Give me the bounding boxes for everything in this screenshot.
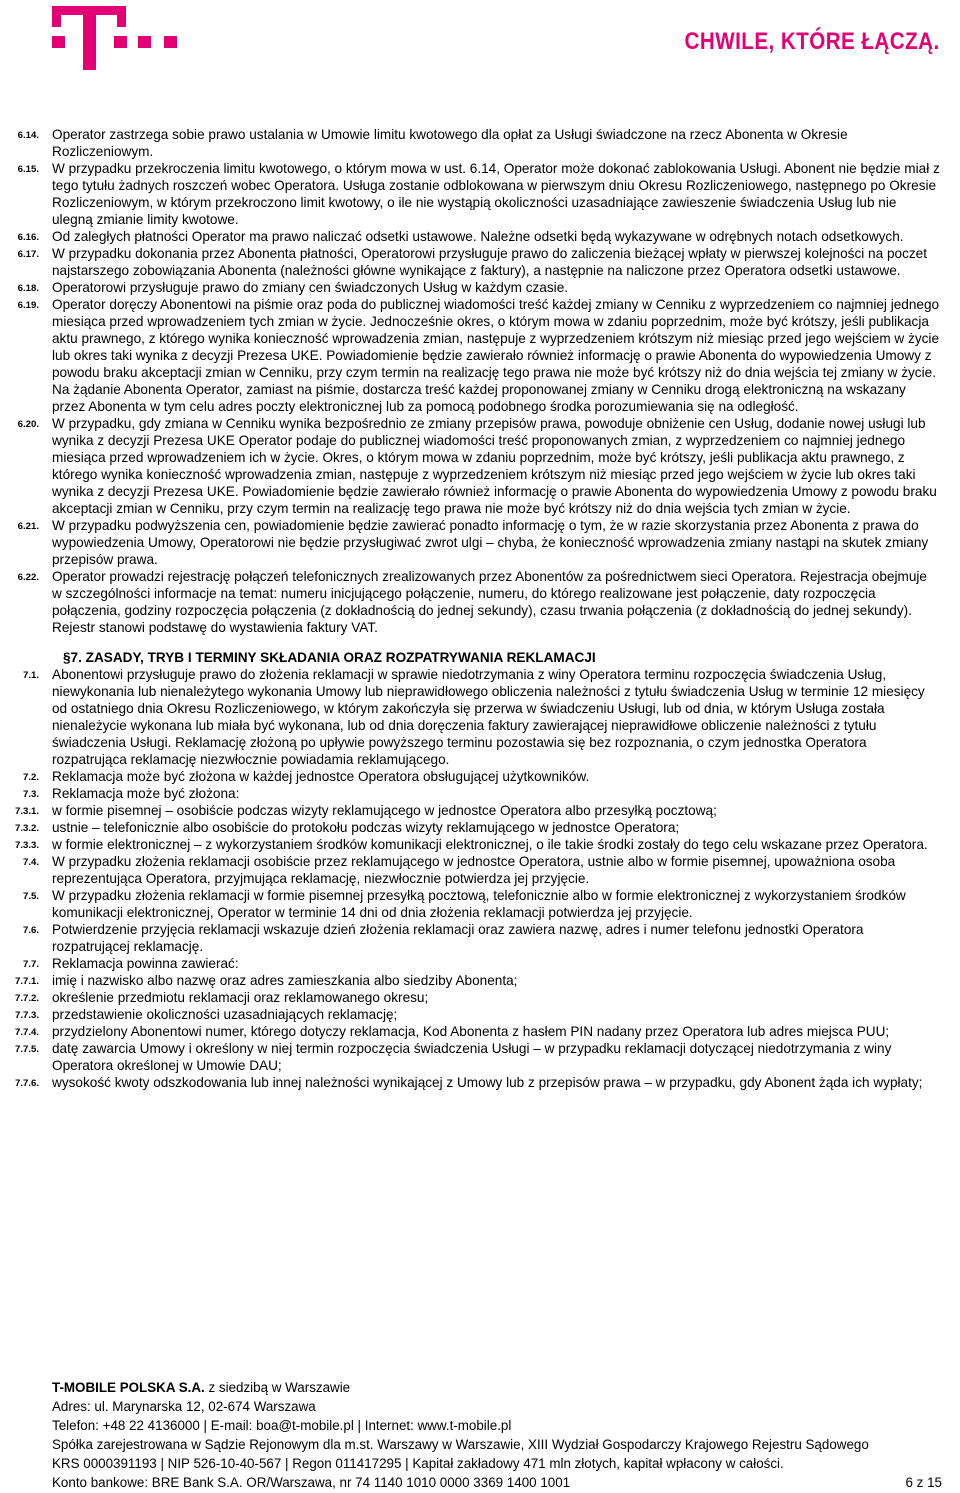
clause-number: 7.2. (22, 772, 39, 783)
t-mobile-logo-icon (52, 6, 182, 70)
clause-number: 6.14. (17, 130, 39, 141)
clause-6-15 (0, 160, 960, 228)
clause-text: W przypadku złożenia reklamacji w formie pisemnej przesyłką pocztową, telefonicznie albo w formie elektronicznej z wykorzystaniem środków komunikacji elektronicznej, Operator w terminie 14 dni od dnia złożenia reklamacji potwierdza jej przyjęcie. (52, 888, 906, 920)
registry-info: KRS 0000391193 | NIP 526-10-40-567 | Regon 011417295 | Kapitał zakładowy 471 mln złotych, kapitał wpłacony w całości. (52, 1456, 784, 1471)
clause-7-7-2 (0, 989, 960, 1006)
clause-text: w formie elektronicznej – z wykorzystaniem środków komunikacji elektronicznej, o ile takie środki zostały do tego celu wskazane przez Operatora. (52, 837, 928, 852)
clause-number: 6.17. (17, 249, 39, 260)
clause-6-20 (0, 415, 960, 517)
clause-text: imię i nazwisko albo nazwę oraz adres zamieszkania albo siedziby Abonenta; (52, 973, 518, 988)
clause-text: W przypadku, gdy zmiana w Cenniku wynika bezpośrednio ze zmiany przepisów prawa, powoduje obniżenie cen Usług, dodanie nowej usługi lub wynika z decyzji Prezesa UKE Operator podaje do publicznej wiadomości treść proponowanych zmian, z wyprzedzeniem co najmniej jednego miesiąca przed wprowadzeniem ich w życie. Okres, o którym mowa w zdaniu poprzednim, może być krótszy, jeśli publikacja aktu prawnego, z którego wynika konieczność wprowadzenia zmian, następuje z wyprzedzeniem krótszym niż miesiąc przed jego wejściem w życie lub okres taki wynika z decyzji Prezesa UKE. Powiadomienie będzie zawierało również informację o prawie Abonenta do wypowiedzenia Umowy z powodu braku akceptacji zmian w Cenniku, przy czym termin na realizację tego prawa nie może być krótszy niż do dnia wejścia tych zmian w życie. (52, 416, 937, 516)
bank-line (52, 1473, 942, 1492)
company-address: Adres: ul. Marynarska 12, 02-674 Warszawa (52, 1399, 316, 1414)
clause-text: przydzielony Abonentowi numer, którego dotyczy reklamacja, Kod Abonenta z hasłem PIN nadany przez Operatora lub adres miejsca PUU; (52, 1024, 890, 1039)
company-name: T-MOBILE POLSKA S.A. (52, 1380, 205, 1395)
page-footer (52, 1378, 942, 1492)
clause-number: 7.3.1. (14, 806, 39, 817)
document-body (0, 126, 960, 1091)
clause-text: W przypadku dokonania przez Abonenta płatności, Operatorowi przysługuje prawo do zaliczenia bieżącej wpłaty w pierwszej kolejności na poczet najstarszego zobowiązania Abonenta (należności główne wynikające z faktury), a następnie na naliczone przez Operatora odsetki ustawowe. (52, 246, 927, 278)
page-header (0, 0, 960, 80)
clause-7-2 (0, 768, 960, 785)
clause-number: 6.20. (17, 419, 39, 430)
clause-7-6 (0, 921, 960, 955)
clause-7-7-3 (0, 1006, 960, 1023)
clause-text: określenie przedmiotu reklamacji oraz reklamowanego okresu; (52, 990, 429, 1005)
clause-text: Operator zastrzega sobie prawo ustalania w Umowie limitu kwotowego dla opłat za Usługi świadczone na rzecz Abonenta w Okresie Rozliczeniowym. (52, 127, 848, 159)
clause-7-7-4 (0, 1023, 960, 1040)
clause-7-3-1 (0, 802, 960, 819)
page-number: 6 z 15 (905, 1475, 942, 1490)
clause-7-7-1 (0, 972, 960, 989)
clause-text: w formie pisemnej – osobiście podczas wizyty reklamującego w jednostce Operatora albo przesyłką pocztową; (52, 803, 717, 818)
court-registration: Spółka zarejestrowana w Sądzie Rejonowym dla m.st. Warszawy w Warszawie, XIII Wydział Gospodarczy Krajowego Rejestru Sądowego (52, 1437, 869, 1452)
clause-6-21 (0, 517, 960, 568)
clause-number: 7.1. (22, 670, 39, 681)
clause-number: 7.7.4. (14, 1027, 39, 1038)
clause-text: Reklamacja powinna zawierać: (52, 956, 239, 971)
clause-number: 6.18. (17, 283, 39, 294)
clause-number: 7.3.2. (14, 823, 39, 834)
clause-text: Operatorowi przysługuje prawo do zmiany cen świadczonych Usług w każdym czasie. (52, 280, 569, 295)
section-heading: §7. ZASADY, TRYB I TERMINY SKŁADANIA ORAZ ROZPATRYWANIA REKLAMACJI (63, 650, 596, 665)
clause-6-14 (0, 126, 960, 160)
clause-text: przedstawienie okoliczności uzasadniających reklamację; (52, 1007, 398, 1022)
clause-text: Abonentowi przysługuje prawo do złożenia reklamacji w sprawie niedotrzymania z winy Operatora terminu rozpoczęcia świadczenia Usług, niewykonania lub nienależytego wykonania Umowy lub nieprawidłowego obliczenia należności z tytułu świadczenia Usług w terminie 12 miesięcy od ostatniego dnia Okresu Rozliczeniowego, w którym zakończyła się przerwa w świadczeniu Usługi, lub od dnia, w którym Usługa została nienależycie wykonana lub miała być wykonana, lub od dnia doręczenia faktury zawierającej nieprawidłowe obliczenie należności z tytułu świadczenia Usługi. Reklamację złożoną po upływie powyższego terminu pozostawia się bez rozpoznania, o czym jednostka Operatora rozpatrująca reklamację niezwłocznie powiadamia reklamującego. (52, 667, 925, 767)
clause-text: ustnie – telefonicznie albo osobiście do protokołu podczas wizyty reklamującego w jednostce Operatora; (52, 820, 680, 835)
clause-text: Od zaległych płatności Operator ma prawo naliczać odsetki ustawowe. Należne odsetki będą wykazywane w odrębnych notach odsetkowych. (52, 229, 904, 244)
clause-number: 6.15. (17, 164, 39, 175)
clause-number: 7.3. (22, 789, 39, 800)
clause-text: wysokość kwoty odszkodowania lub innej należności wynikającej z Umowy lub z przepisów prawa – w przypadku, gdy Abonent żąda ich wypłaty; (52, 1075, 923, 1090)
clause-text: Operator doręczy Abonentowi na piśmie oraz poda do publicznej wiadomości treść każdej zmiany w Cenniku z wyprzedzeniem co najmniej jednego miesiąca przed wprowadzeniem tych zmian w życie. Jednocześnie okres, o którym mowa w zdaniu poprzednim, może być krótszy, jeśli publikacja aktu prawnego, z którego wynika konieczność wprowadzenia zmian, następuje z wyprzedzeniem krótszym niż miesiąc przed jego wejściem w życie lub okres taki wynika z decyzji Prezesa UKE. Powiadomienie będzie zawierało również informację o prawie Abonenta do wypowiedzenia Umowy z powodu braku akceptacji zmian w Cenniku, przy czym termin na realizację tego prawa nie może być krótszy niż do dnia wejścia tej zmiany w życie. Na żądanie Abonenta Operator, zamiast na piśmie, dostarcza treść każdej proponowanej zmiany w Cenniku drogą elektroniczną na wskazany przez Abonenta w tym celu adres poczty elektronicznej lub za pomocą podobnego środka porozumiewania się na odległość. (52, 297, 940, 414)
company-seat: z siedzibą w Warszawie (204, 1380, 351, 1395)
clause-text: W przypadku podwyższenia cen, powiadomienie będzie zawierać ponadto informację o tym, że w razie skorzystania przez Abonenta z prawa do wypowiedzenia Umowy, Operatorowi nie będzie przysługiwać zwrot ulgi – chyba, że konieczność wprowadzenia zmiany nastąpi na skutek zmiany przepisów prawa. (52, 518, 929, 567)
clause-7-5 (0, 887, 960, 921)
clause-7-7-5 (0, 1040, 960, 1074)
clause-7-3 (0, 785, 960, 802)
clause-7-1 (0, 666, 960, 768)
clause-number: 7.7. (22, 959, 39, 970)
clause-number: 6.16. (17, 232, 39, 243)
clause-number: 7.7.6. (14, 1078, 39, 1089)
clause-text: Reklamacja może być złożona w każdej jednostce Operatora obsługującej użytkowników. (52, 769, 590, 784)
company-contact: Telefon: +48 22 4136000 | E-mail: boa@t-mobile.pl | Internet: www.t-mobile.pl (52, 1418, 512, 1433)
clause-text: Reklamacja może być złożona: (52, 786, 240, 801)
clause-number: 7.7.3. (14, 1010, 39, 1021)
clause-number: 7.7.5. (14, 1044, 39, 1055)
company-line (52, 1378, 942, 1397)
clause-number: 7.3.3. (14, 840, 39, 851)
clause-text: W przypadku złożenia reklamacji osobiście przez reklamującego w jednostce Operatora, ustnie albo w formie pisemnej, upoważniona osoba reprezentująca Operatora, przyjmująca reklamację, niezwłocznie potwierdza jej przyjęcie. (52, 854, 896, 886)
bank-account: Konto bankowe: BRE Bank S.A. OR/Warszawa, nr 74 1140 1010 0000 3369 1400 1001 (52, 1475, 571, 1490)
clause-text: datę zawarcia Umowy i określony w niej termin rozpoczęcia świadczenia Usługi – w przypadku reklamacji dotyczącej niedotrzymania z winy Operatora określonej w Umowie DAU; (52, 1041, 892, 1073)
clause-text: W przypadku przekroczenia limitu kwotowego, o którym mowa w ust. 6.14, Operator może dokonać zablokowania Usługi. Abonent nie będzie miał z tego tytułu żadnych roszczeń wobec Operatora. Usługa zostanie odblokowana w pierwszym dniu Okresu Rozliczeniowego, następnego po Okresie Rozliczeniowym, w którym przekroczono limit kwotowy, o ile nie wystąpią okoliczności uzasadniające zawieszenie świadczenia Usług lub nie ulegną zmianie limity kwotowe. (52, 161, 940, 227)
brand-slogan: CHWILE, KTÓRE ŁĄCZĄ. (684, 28, 940, 55)
clause-number: 6.19. (17, 300, 39, 311)
clause-6-19 (0, 296, 960, 415)
clause-number: 7.7.1. (14, 976, 39, 987)
clause-number: 7.4. (22, 857, 39, 868)
clause-number: 6.21. (17, 521, 39, 532)
clause-text: Operator prowadzi rejestrację połączeń telefonicznych zrealizowanych przez Abonentów za pośrednictwem sieci Operatora. Rejestracja obejmuje w szczególności informacje na temat: numeru inicjującego połączenie, numeru, do którego realizowane jest połączenie, daty rozpoczęcia połączenia, godziny rozpoczęcia połączenia (z dokładnością do jednej sekundy), czasu trwania połączenia (z dokładnością do jednej sekundy). Rejestr stanowi podstawę do wystawienia faktury VAT. (52, 569, 927, 635)
clause-number: 7.5. (22, 891, 39, 902)
clause-7-7 (0, 955, 960, 972)
clause-7-4 (0, 853, 960, 887)
clause-text: Potwierdzenie przyjęcia reklamacji wskazuje dzień złożenia reklamacji oraz zawiera nazwę, adres i numer telefonu jednostki Operatora rozpatrującej reklamację. (52, 922, 864, 954)
clause-6-22 (0, 568, 960, 636)
clause-7-3-2 (0, 819, 960, 836)
clause-number: 7.6. (22, 925, 39, 936)
clause-6-17 (0, 245, 960, 279)
clause-6-18 (0, 279, 960, 296)
clause-6-16 (0, 228, 960, 245)
clause-7-3-3 (0, 836, 960, 853)
clause-number: 6.22. (17, 572, 39, 583)
clause-number: 7.7.2. (14, 993, 39, 1004)
clause-7-7-6 (0, 1074, 960, 1091)
